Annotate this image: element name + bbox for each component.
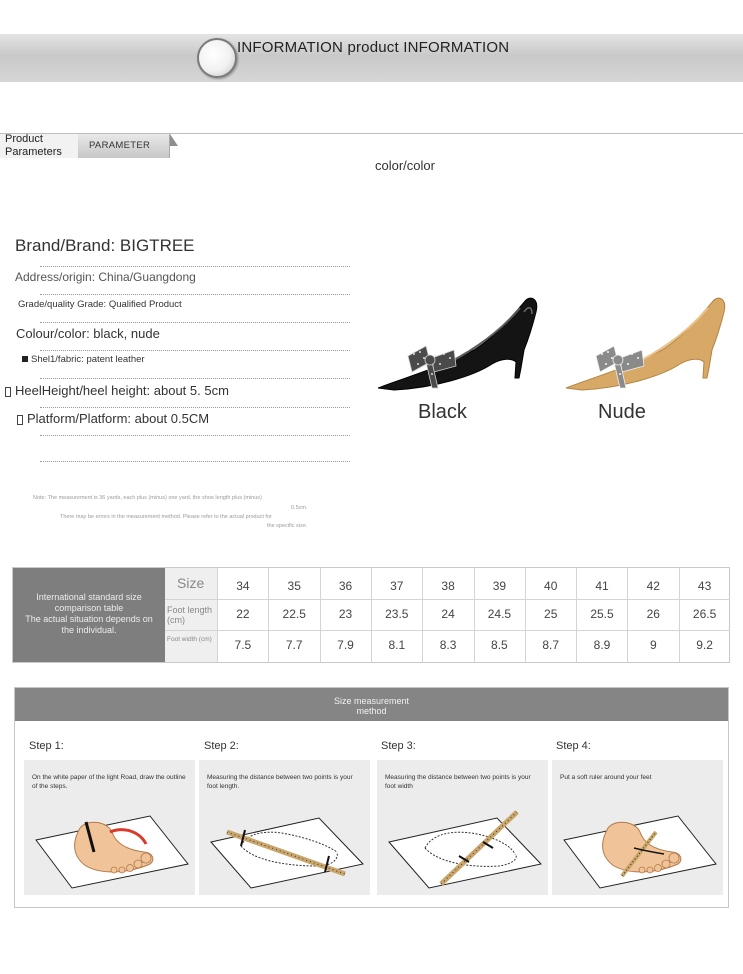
step-2-card	[199, 760, 370, 895]
table-cell: 24.5	[487, 607, 512, 621]
table-cell: 41	[595, 579, 609, 593]
table-cell: 8.1	[388, 638, 406, 652]
method-header	[15, 688, 728, 721]
table-cell: 25.5	[590, 607, 614, 621]
dotted-divider	[40, 435, 350, 436]
size-table-caption	[13, 568, 165, 662]
dotted-divider	[40, 266, 350, 267]
measurement-method	[14, 687, 729, 908]
table-cell: 22	[236, 607, 250, 621]
foot-outline-icon	[32, 792, 190, 890]
page-title: INFORMATION product INFORMATION	[237, 39, 510, 56]
note-line-4: the specific size.	[267, 523, 308, 529]
dotted-divider	[40, 407, 350, 408]
caption-line: the individual.	[61, 625, 117, 635]
dotted-divider	[40, 378, 350, 379]
step-1-title: Step 1:	[29, 740, 64, 752]
color-section-title: color/color	[375, 158, 435, 173]
spec-heel: HeelHeight/heel height: about 5. 5cm	[15, 383, 229, 398]
table-cell: 9	[649, 638, 657, 652]
method-title: method	[356, 706, 387, 716]
box-icon	[5, 387, 11, 397]
step-2-title: Step 2:	[204, 740, 239, 752]
bullet-icon	[22, 356, 28, 362]
table-cell: 38	[441, 579, 455, 593]
step-4-text: Put a soft ruler around your feet	[560, 774, 652, 781]
table-cell: 8.5	[491, 638, 508, 652]
box-icon	[17, 415, 23, 425]
table-cell: 40	[544, 579, 558, 593]
table-cell: 36	[338, 579, 353, 593]
caption-line: comparison table	[54, 603, 124, 613]
step-4-title: Step 4:	[556, 740, 591, 752]
table-cell: 7.5	[234, 638, 252, 652]
table-cell: 23.5	[385, 607, 409, 621]
dotted-divider	[40, 322, 350, 323]
method-title: Size measurement	[333, 696, 410, 706]
spec-grade: Grade/quality Grade: Qualified Product	[18, 299, 182, 310]
foot-width-ruler-icon	[385, 792, 543, 890]
table-cell: 8.3	[439, 638, 457, 652]
step-4-card	[552, 760, 723, 895]
caption-line: The actual situation depends on	[25, 614, 153, 624]
spec-heel-row	[5, 383, 229, 398]
table-cell: 34	[236, 579, 250, 593]
table-cell: 7.7	[285, 638, 303, 652]
dotted-divider	[40, 294, 350, 295]
foot-width-header: Foot width (cm)	[165, 630, 217, 662]
spec-brand: Brand/Brand: BIGTREE	[15, 236, 195, 255]
step-3-card	[377, 760, 548, 895]
step-3-title: Step 3:	[381, 740, 416, 752]
size-table	[12, 567, 730, 663]
table-cell: 26.5	[692, 607, 717, 621]
spec-platform: Platform/Platform: about 0.5CM	[27, 411, 210, 426]
spec-colour: Colour/color: black, nude	[16, 326, 160, 341]
size-header: Size	[165, 568, 217, 599]
dotted-divider	[40, 350, 350, 351]
table-cell: 8.7	[542, 638, 560, 652]
step-3-text: Measuring the distance between two points is your foot width	[385, 774, 531, 790]
table-cell: 9.2	[696, 638, 713, 652]
foot-length-header: Foot length (cm)	[165, 599, 217, 630]
step-1-text: On the white paper of the light Road, draw the outline of the steps.	[32, 774, 186, 790]
table-cell: 43	[697, 579, 712, 593]
tab-notch	[170, 134, 178, 146]
step-2-text: Measuring the distance between two points is your foot length.	[207, 774, 353, 790]
table-cell: 24	[441, 607, 455, 621]
foot-wrap-ruler-icon	[560, 792, 718, 890]
table-cell: 7.9	[337, 638, 354, 652]
dotted-divider	[40, 461, 350, 462]
banner-circle-icon	[197, 38, 237, 78]
foot-length-ruler-icon	[207, 792, 365, 890]
table-cell: 39	[492, 579, 507, 593]
table-cell: 35	[287, 579, 301, 593]
black-shoe-image	[374, 292, 544, 392]
shoe-label-nude: Nude	[598, 401, 646, 423]
table-cell: 25	[544, 607, 558, 621]
table-cell: 23	[338, 607, 353, 621]
table-cell: 26	[646, 607, 660, 621]
params-tab-text: PARAMETER	[89, 140, 151, 151]
params-label: Product Parameters	[5, 133, 62, 158]
note-line-1: Note: The measurement is 36 yards, each plus (minus) one yard, the shoe length plus (minus)	[33, 495, 262, 501]
table-cell: 42	[646, 579, 660, 593]
nude-shoe-image	[562, 292, 732, 392]
table-cell: 8.9	[593, 638, 611, 652]
spec-origin: Address/origin: China/Guangdong	[15, 270, 196, 284]
note-line-3: There may be errors in the measurement method. Please refer to the actual product for	[60, 514, 272, 520]
spec-platform-row	[17, 411, 209, 426]
step-1-card	[24, 760, 195, 895]
note-line-2: 0.5cm.	[291, 505, 308, 511]
spec-fabric-row	[22, 354, 145, 365]
table-cell: 22.5	[282, 607, 306, 621]
caption-line: International standard size	[36, 592, 142, 602]
table-cell: 37	[390, 579, 404, 593]
shoe-label-black: Black	[418, 401, 467, 423]
spec-fabric: Shel1/fabric: patent leather	[31, 354, 145, 365]
